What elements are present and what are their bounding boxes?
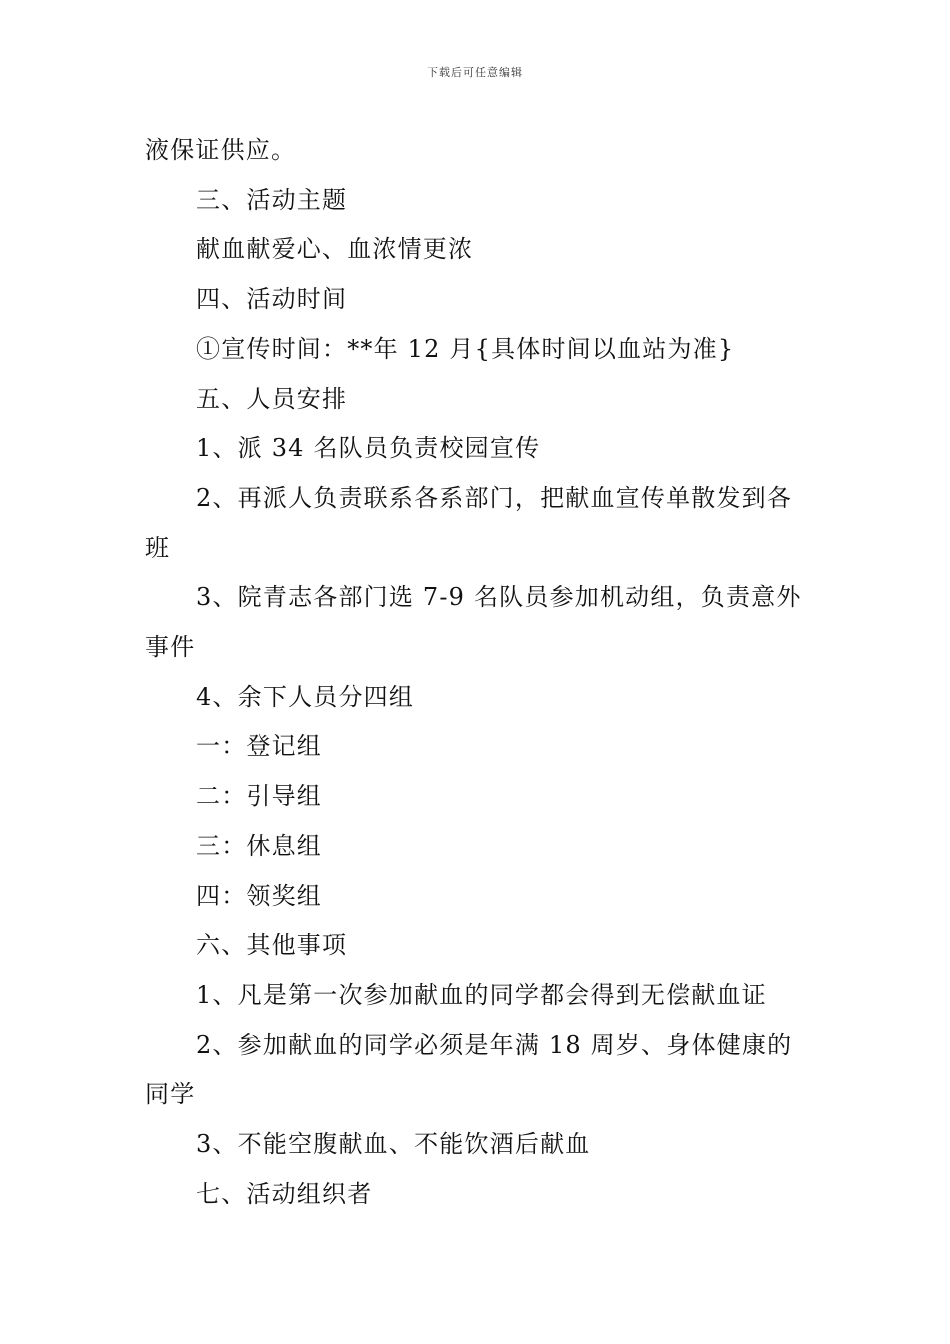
section-heading-theme: 三、活动主题 [196,185,348,214]
page-header: 下载后可任意编辑 [427,66,523,79]
other-item: 3、不能空腹献血、不能饮酒后献血 [196,1130,591,1159]
section-heading-other: 六、其他事项 [196,931,348,960]
group-item: 二：引导组 [196,782,322,811]
theme-text: 献血献爱心、血浓情更浓 [196,235,474,264]
other-item: 2、参加献血的同学必须是年满 18 周岁、身体健康的同学 [145,1030,793,1109]
section-heading-organizer: 七、活动组织者 [196,1179,373,1208]
staffing-item: 1、派 34 名队员负责校园宣传 [196,434,541,463]
other-item: 1、凡是第一次参加献血的同学都会得到无偿献血证 [196,980,767,1009]
group-item: 四：领奖组 [196,881,322,910]
group-item: 一：登记组 [196,732,322,761]
document-body [145,126,810,1219]
staffing-item: 4、余下人员分四组 [196,682,415,711]
staffing-item: 2、再派人负责联系各系部门，把献血宣传单散发到各班 [145,483,793,562]
section-heading-time: 四、活动时间 [196,285,348,314]
section-heading-staffing: 五、人员安排 [196,384,348,413]
paragraph-continuation: 液保证供应。 [145,136,297,164]
group-item: 三：休息组 [196,831,322,860]
promotion-time: ①宣传时间：**年 12 月{具体时间以血站为准} [196,334,735,363]
staffing-item: 3、院青志各部门选 7-9 名队员参加机动组，负责意外事件 [145,583,802,662]
